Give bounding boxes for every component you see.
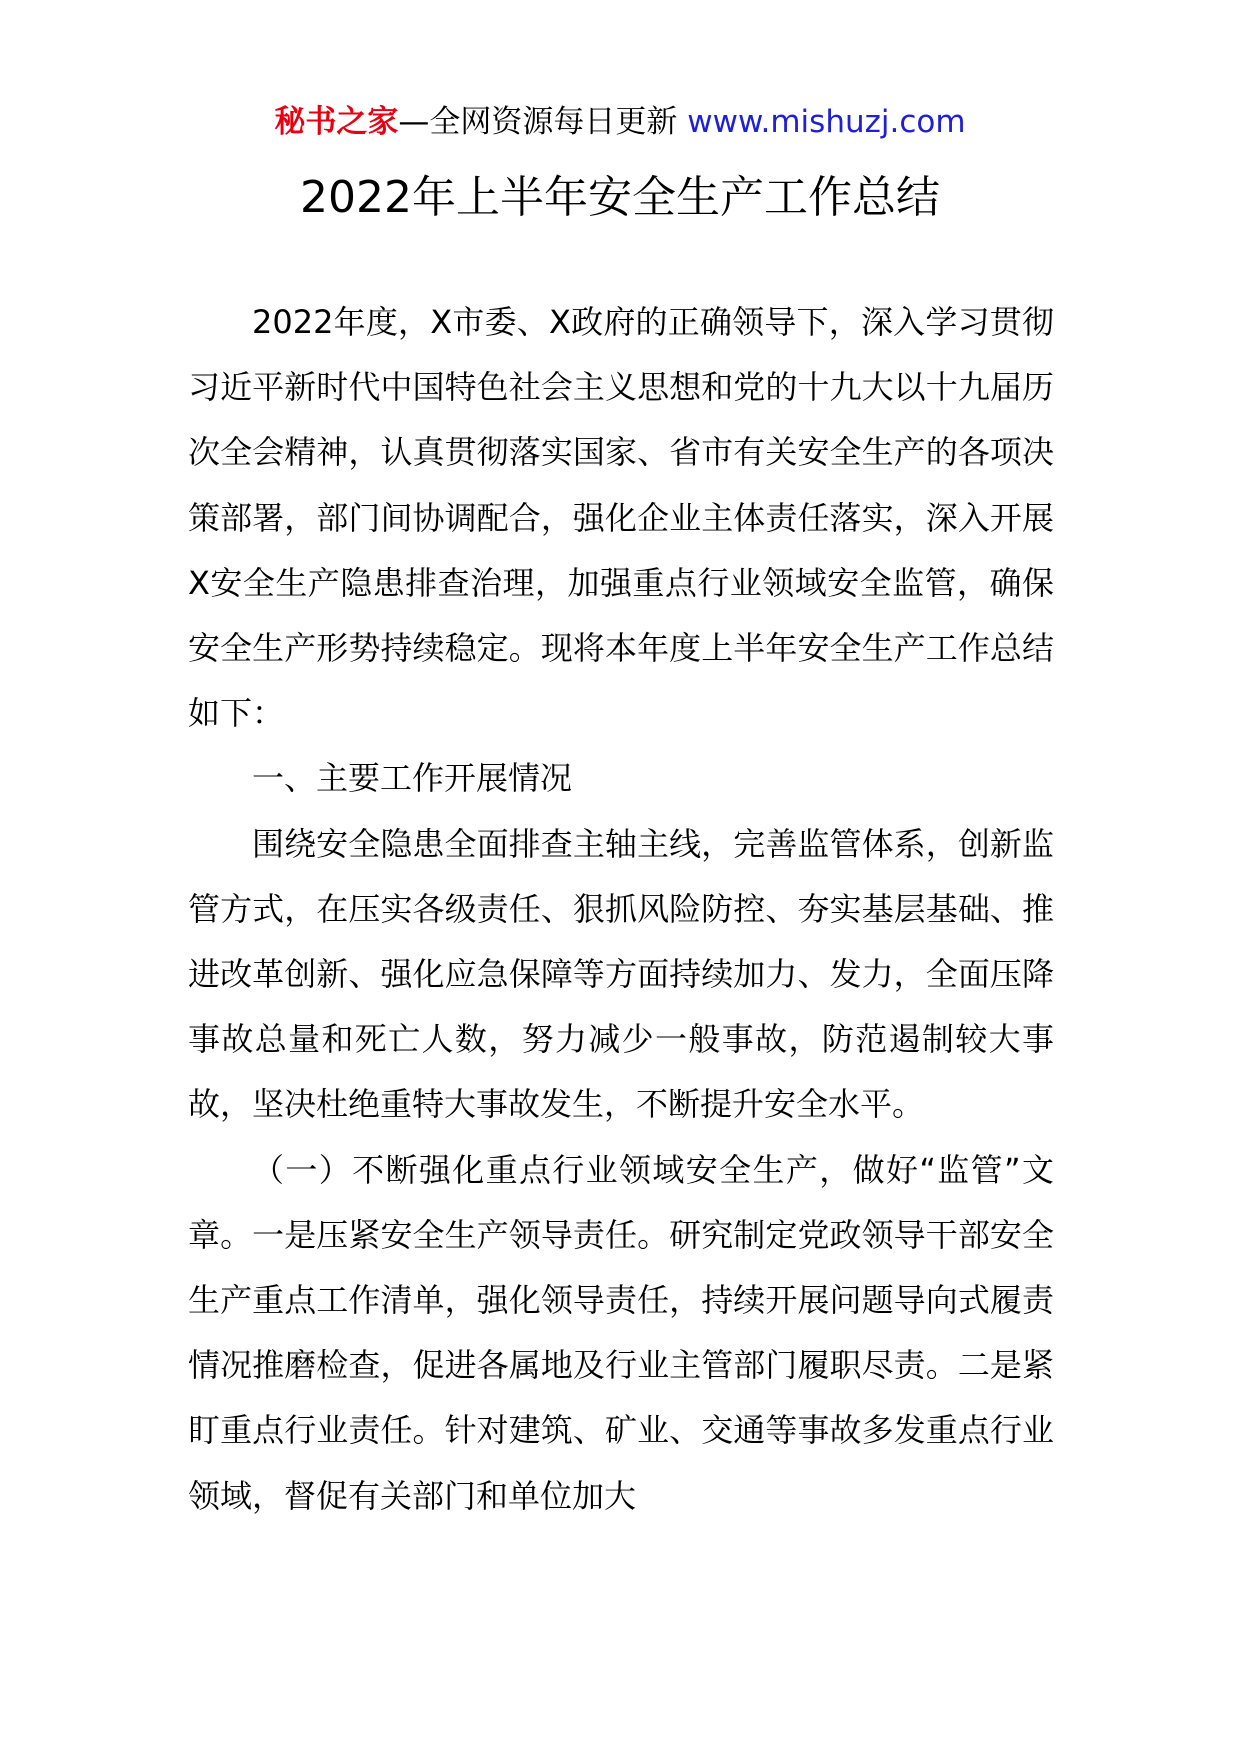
document-body: [188, 290, 1054, 1529]
document-title: 2022年上半年安全生产工作总结: [300, 172, 940, 223]
section-paragraph: 围绕安全隐患全面排查主轴主线，完善监管体系，创新监管方式，在压实各级责任、狠抓风险防控、夯实基层基础、推进改革创新、强化应急保障等方面持续加力、发力，全面压降事故总量和死亡人数，努力减少一般事故，防范遏制较大事故，坚决杜绝重特大事故发生，不断提升安全水平。: [188, 824, 1054, 1124]
section-heading: 一、主要工作开展情况: [252, 759, 573, 798]
watermark-header: [0, 100, 1240, 144]
brand-url: www.mishuzj.com: [687, 104, 966, 140]
brand-slogan: —全网资源每日更新: [398, 104, 678, 140]
subsection-paragraph: （一）不断强化重点行业领域安全生产，做好“监管”文章。一是压紧安全生产领导责任。研究制定党政领导干部安全生产重点工作清单，强化领导责任，持续开展问题导向式履责情况推磨检查，促进各属地及行业主管部门履职尽责。二是紧盯重点行业责任。针对建筑、矿业、交通等事故多发重点行业领域，督促有关部门和单位加大: [188, 1150, 1054, 1515]
brand-name: 秘书之家: [274, 104, 399, 140]
intro-paragraph: 2022年度，X市委、X政府的正确领导下，深入学习贯彻习近平新时代中国特色社会主义思想和党的十九大以十九届历次全会精神，认真贯彻落实国家、省市有关安全生产的各项决策部署，部门间协调配合，强化企业主体责任落实，深入开展X安全生产隐患排查治理，加强重点行业领域安全监管，确保安全生产形势持续稳定。现将本年度上半年安全生产工作总结如下：: [188, 303, 1054, 733]
